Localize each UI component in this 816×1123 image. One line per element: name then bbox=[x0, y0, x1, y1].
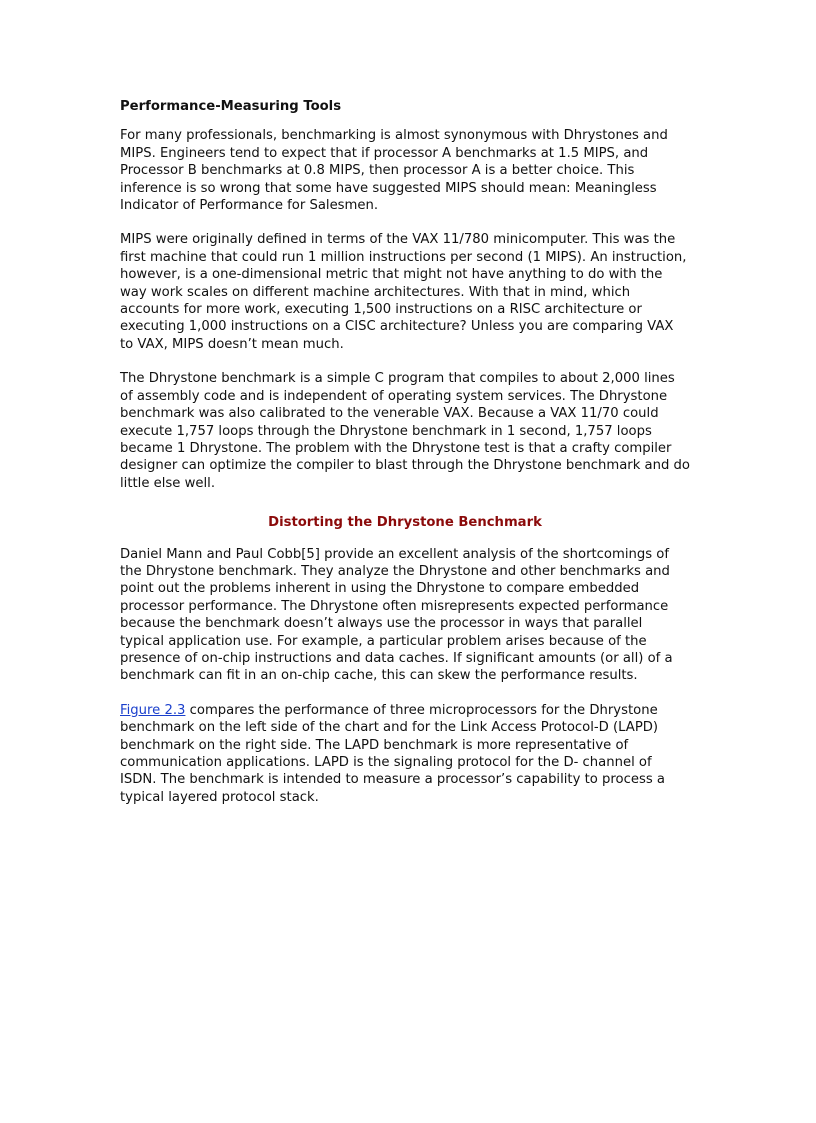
paragraph-5 bbox=[120, 702, 690, 806]
section-heading: Performance-Measuring Tools bbox=[120, 99, 342, 114]
subsection-heading: Distorting the Dhrystone Benchmark bbox=[268, 515, 542, 531]
document-page bbox=[120, 98, 690, 823]
paragraph-2: MIPS were originally defined in terms of the VAX 11/780 minicomputer. This was the first machine that could run 1 million instructions per second (1 MIPS). An instruction, however, is a one-dimensional metric that might not have anything to do with the way work scales on different machine architectures. With that in mind, which accounts for more work, executing 1,500 instructions on a RISC architecture or executing 1,000 instructions on a CISC architecture? Unless you are comparing VAX to VAX, MIPS doesn’t mean much. bbox=[120, 232, 687, 352]
paragraph-3: The Dhrystone benchmark is a simple C program that compiles to about 2,000 lines of assembly code and is independent of operating system services. The Dhrystone benchmark was also calibrated to the venerable VAX. Because a VAX 11/70 could execute 1,757 loops through the Dhrystone benchmark in 1 second, 1,757 loops became 1 Dhrystone. The problem with the Dhrystone test is that a crafty compiler designer can optimize the compiler to blast through the Dhrystone benchmark and do little else well. bbox=[120, 371, 690, 491]
paragraph-1: For many professionals, benchmarking is almost synonymous with Dhrystones and MIPS. Engineers tend to expect that if processor A benchmarks at 1.5 MIPS, and Processor B benchmarks at 0.8 MIPS, then processor A is a better choice. This inference is so wrong that some have suggested MIPS should mean: Meaningless Indicator of Performance for Salesmen. bbox=[120, 128, 668, 214]
paragraph-5-text: compares the performance of three microprocessors for the Dhrystone benchmark on the left side of the chart and for the Link Access Protocol-D (LAPD) benchmark on the right side. The LAPD benchmark is more representative of communication applications. LAPD is the signaling protocol for the D- channel of ISDN. The benchmark is intended to measure a processor’s capability to process a typical layered protocol stack. bbox=[120, 702, 665, 805]
paragraph-4: Daniel Mann and Paul Cobb[5] provide an excellent analysis of the shortcomings of the Dhrystone benchmark. They analyze the Dhrystone and other benchmarks and point out the problems inherent in using the Dhrystone to compare embedded processor performance. The Dhrystone often misrepresents expected performance because the benchmark doesn’t always use the processor in ways that parallel typical application use. For example, a particular problem arises because of the presence of on-chip instructions and data caches. If significant amounts (or all) of a benchmark can fit in an on-chip cache, this can skew the performance results. bbox=[120, 546, 673, 684]
figure-link[interactable]: Figure 2.3 bbox=[120, 702, 186, 718]
